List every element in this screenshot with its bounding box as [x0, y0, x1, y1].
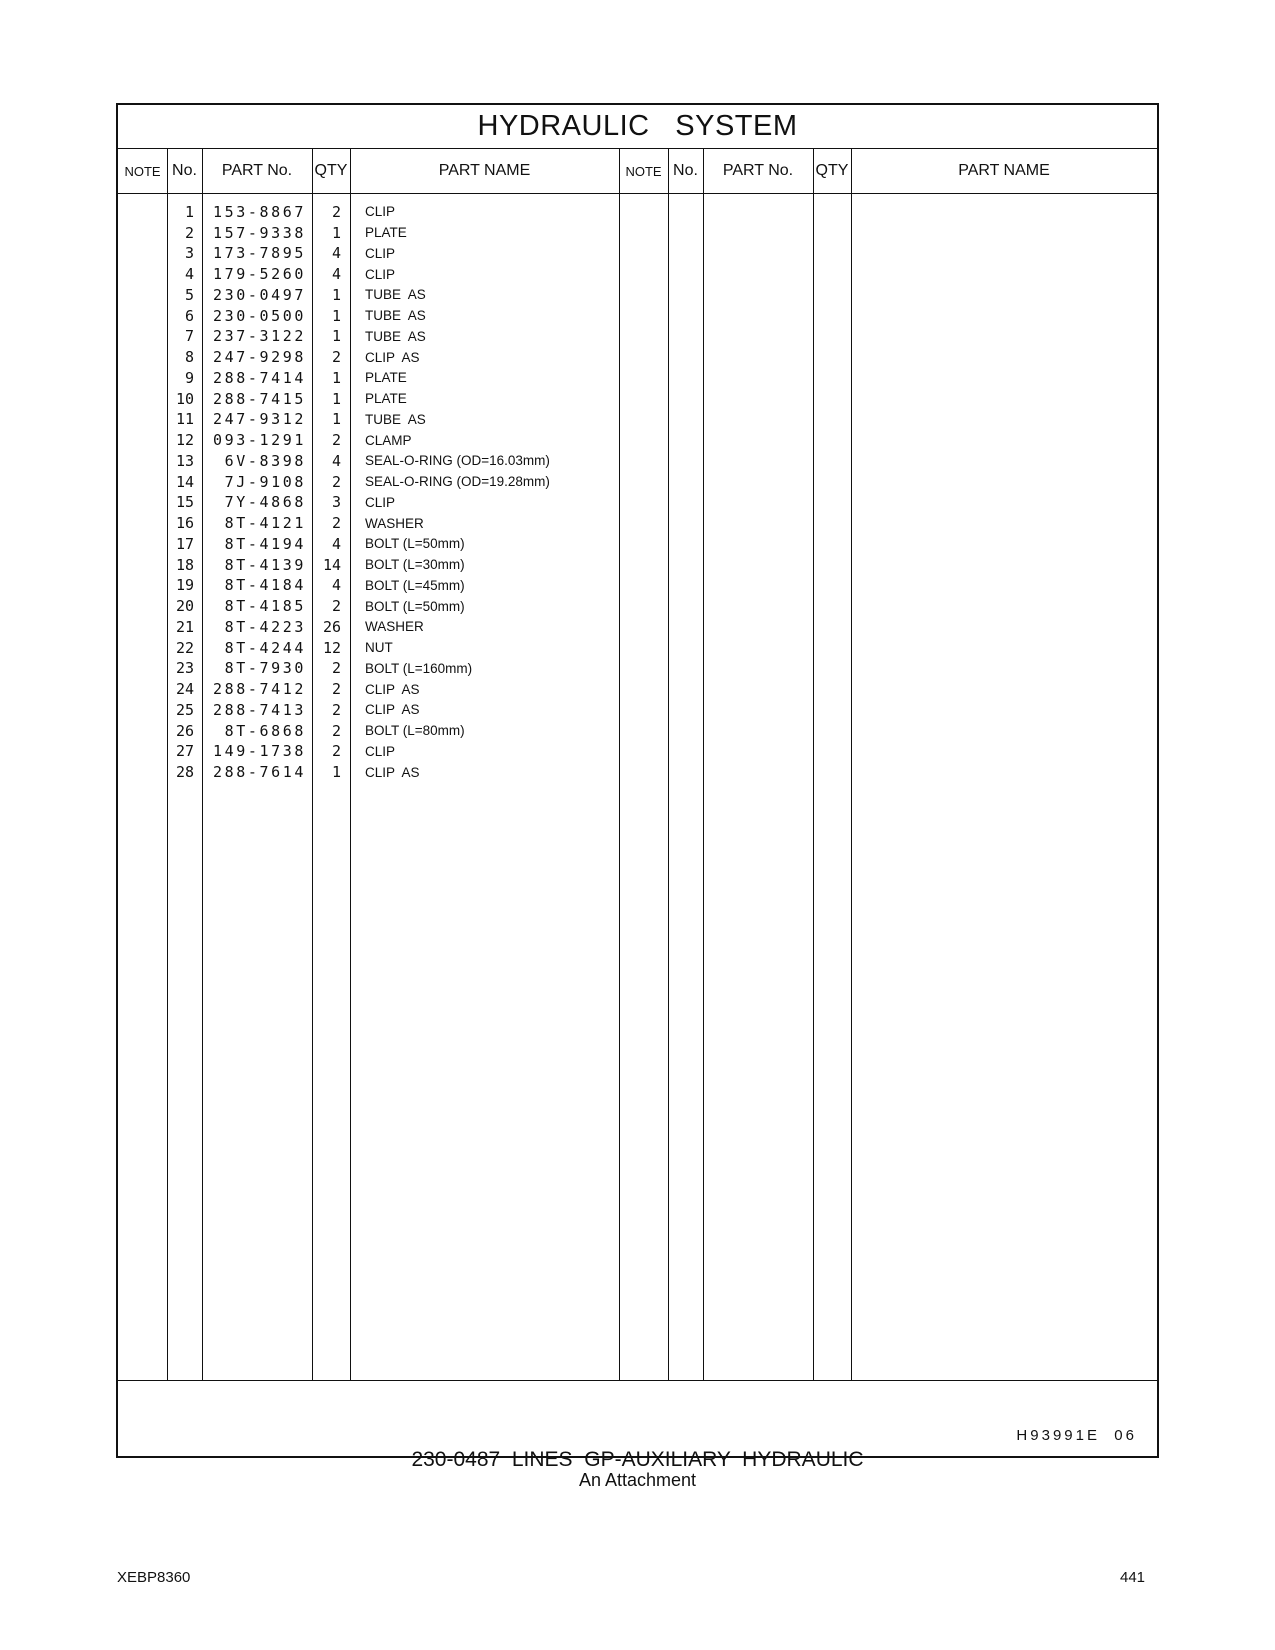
- quantity: 2: [331, 700, 341, 719]
- part-name: CLIP AS: [365, 764, 420, 780]
- quantity: 2: [331, 742, 341, 761]
- item-number: 1: [184, 202, 194, 221]
- item-number: 17: [175, 534, 194, 553]
- table-row: [118, 326, 1118, 348]
- item-number: 19: [175, 576, 194, 595]
- quantity: 4: [331, 576, 341, 595]
- part-name: CLIP AS: [365, 349, 420, 365]
- header-part-name-right: PART NAME: [958, 162, 1050, 179]
- table-row: [118, 367, 1118, 389]
- item-number: 8: [184, 348, 194, 367]
- header-note-right: NOTE: [625, 163, 662, 179]
- part-number: 173-7895: [212, 244, 306, 263]
- quantity: 2: [331, 514, 341, 533]
- quantity: 1: [331, 368, 341, 387]
- illustration-code: H93991E 06: [1016, 1427, 1137, 1444]
- quantity: 2: [331, 472, 341, 491]
- header-qty-right: QTY: [815, 162, 849, 179]
- quantity: 1: [331, 223, 341, 242]
- table-row: [118, 512, 1118, 534]
- item-number: 24: [175, 680, 194, 699]
- part-number: 8T-4139: [224, 555, 306, 574]
- part-name: PLATE: [365, 370, 407, 386]
- part-number: 6V-8398: [224, 451, 306, 470]
- item-number: 14: [175, 472, 194, 491]
- header-no-right: No.: [673, 162, 698, 179]
- table-row: [118, 284, 1118, 306]
- part-name: PLATE: [365, 391, 407, 407]
- part-number: 8T-4121: [224, 514, 306, 533]
- table-row: [118, 699, 1118, 721]
- quantity: 2: [331, 659, 341, 678]
- part-number: 288-7414: [212, 368, 306, 387]
- item-number: 18: [175, 555, 194, 574]
- table-bottom-divider: [118, 1380, 1157, 1381]
- quantity: 4: [331, 244, 341, 263]
- part-number: 247-9298: [212, 348, 306, 367]
- part-number: 093-1291: [212, 431, 306, 450]
- part-name: CLIP: [365, 204, 396, 220]
- part-name: BOLT (L=50mm): [365, 598, 465, 614]
- table-row: [118, 658, 1118, 680]
- table-row: [118, 346, 1118, 368]
- item-number: 13: [175, 451, 194, 470]
- item-number: 22: [175, 638, 194, 657]
- quantity: 1: [331, 327, 341, 346]
- part-name: BOLT (L=45mm): [365, 577, 465, 593]
- table-row: [118, 637, 1118, 659]
- table-row: [118, 720, 1118, 742]
- part-name: TUBE AS: [365, 287, 426, 303]
- part-number: 288-7415: [212, 389, 306, 408]
- part-name: SEAL-O-RING (OD=16.03mm): [365, 453, 550, 469]
- part-number: 179-5260: [212, 265, 306, 284]
- item-number: 28: [175, 763, 194, 782]
- item-number: 3: [184, 244, 194, 263]
- part-number: 149-1738: [212, 742, 306, 761]
- table-row: [118, 388, 1118, 410]
- quantity: 2: [331, 348, 341, 367]
- part-number: 288-7614: [212, 763, 306, 782]
- quantity: 1: [331, 285, 341, 304]
- part-number: 8T-6868: [224, 721, 306, 740]
- quantity: 14: [322, 555, 341, 574]
- part-number: 230-0500: [212, 306, 306, 325]
- quantity: 26: [322, 617, 341, 636]
- quantity: 2: [331, 597, 341, 616]
- item-number: 11: [175, 410, 194, 429]
- item-number: 12: [175, 431, 194, 450]
- header-part-name-left: PART NAME: [438, 162, 531, 179]
- part-number: 230-0497: [212, 285, 306, 304]
- page-number: 441: [1120, 1569, 1146, 1586]
- document-id: XEBP8360: [117, 1569, 191, 1586]
- part-name: WASHER: [365, 515, 424, 531]
- table-row: [118, 243, 1118, 265]
- table-row: [118, 595, 1118, 617]
- part-name: BOLT (L=160mm): [365, 660, 473, 676]
- header-part-no-right: PART No.: [722, 162, 794, 179]
- part-name: WASHER: [365, 619, 424, 635]
- title-row: [118, 105, 1157, 149]
- part-name: TUBE AS: [365, 411, 426, 427]
- table-row: [118, 492, 1118, 514]
- item-number: 6: [184, 306, 194, 325]
- quantity: 2: [331, 431, 341, 450]
- item-number: 9: [184, 368, 194, 387]
- table-row: [118, 450, 1118, 472]
- part-name: BOLT (L=50mm): [365, 536, 465, 552]
- header-qty-left: QTY: [314, 162, 348, 179]
- part-name: TUBE AS: [365, 308, 426, 324]
- header-note-left: NOTE: [124, 163, 161, 179]
- part-number: 7J-9108: [224, 472, 306, 491]
- quantity: 4: [331, 534, 341, 553]
- part-number: 247-9312: [212, 410, 306, 429]
- item-number: 2: [184, 223, 194, 242]
- item-number: 23: [175, 659, 194, 678]
- table-row: [118, 429, 1118, 451]
- part-number: 8T-4244: [224, 638, 306, 657]
- quantity: 1: [331, 306, 341, 325]
- part-name: CLIP: [365, 245, 396, 261]
- table-row: [118, 201, 1118, 223]
- quantity: 2: [331, 680, 341, 699]
- header-part-no-left: PART No.: [221, 162, 293, 179]
- part-number: 7Y-4868: [224, 493, 306, 512]
- item-number: 4: [184, 265, 194, 284]
- table-row: [118, 471, 1118, 493]
- table-row: [118, 741, 1118, 763]
- quantity: 12: [322, 638, 341, 657]
- part-name: TUBE AS: [365, 328, 426, 344]
- part-name: PLATE: [365, 225, 407, 241]
- item-number: 16: [175, 514, 194, 533]
- section-title: HYDRAULIC SYSTEM: [477, 110, 798, 142]
- item-number: 27: [175, 742, 194, 761]
- quantity: 2: [331, 721, 341, 740]
- table-row: [118, 761, 1118, 783]
- parts-list-frame: [116, 103, 1159, 1458]
- part-number: 288-7413: [212, 700, 306, 719]
- item-number: 26: [175, 721, 194, 740]
- table-row: [118, 616, 1118, 638]
- item-number: 25: [175, 700, 194, 719]
- part-number: 8T-4185: [224, 597, 306, 616]
- header-no-left: No.: [172, 162, 197, 179]
- part-name: CLAMP: [365, 432, 412, 448]
- table-row: [118, 554, 1118, 576]
- table-row: [118, 305, 1118, 327]
- table-row: [118, 409, 1118, 431]
- table-row: [118, 222, 1118, 244]
- part-name: SEAL-O-RING (OD=19.28mm): [365, 474, 550, 490]
- quantity: 1: [331, 389, 341, 408]
- quantity: 3: [331, 493, 341, 512]
- quantity: 4: [331, 265, 341, 284]
- part-number: 8T-4194: [224, 534, 306, 553]
- item-number: 7: [184, 327, 194, 346]
- table-row: [118, 678, 1118, 700]
- part-number: 153-8867: [212, 202, 306, 221]
- part-name: BOLT (L=80mm): [365, 723, 465, 739]
- quantity: 1: [331, 410, 341, 429]
- item-number: 20: [175, 597, 194, 616]
- part-number: 157-9338: [212, 223, 306, 242]
- column-header-row: [118, 149, 1157, 194]
- item-number: 15: [175, 493, 194, 512]
- part-name: CLIP AS: [365, 702, 420, 718]
- table-row: [118, 263, 1118, 285]
- item-number: 10: [175, 389, 194, 408]
- part-name: CLIP: [365, 266, 396, 282]
- part-number: 8T-7930: [224, 659, 306, 678]
- part-name: CLIP AS: [365, 681, 420, 697]
- part-name: CLIP: [365, 743, 396, 759]
- part-number: 8T-4223: [224, 617, 306, 636]
- item-number: 21: [175, 617, 194, 636]
- part-number: 237-3122: [212, 327, 306, 346]
- quantity: 4: [331, 451, 341, 470]
- item-number: 5: [184, 285, 194, 304]
- drawing-title: 230-0487 LINES GP-AUXILIARY HYDRAULIC: [411, 1448, 864, 1471]
- table-row: [118, 575, 1118, 597]
- part-number: 8T-4184: [224, 576, 306, 595]
- part-name: NUT: [365, 640, 393, 656]
- part-name: BOLT (L=30mm): [365, 557, 465, 573]
- part-number: 288-7412: [212, 680, 306, 699]
- drawing-subtitle: An Attachment: [578, 1470, 697, 1490]
- quantity: 2: [331, 202, 341, 221]
- table-row: [118, 533, 1118, 555]
- part-name: CLIP: [365, 494, 396, 510]
- quantity: 1: [331, 763, 341, 782]
